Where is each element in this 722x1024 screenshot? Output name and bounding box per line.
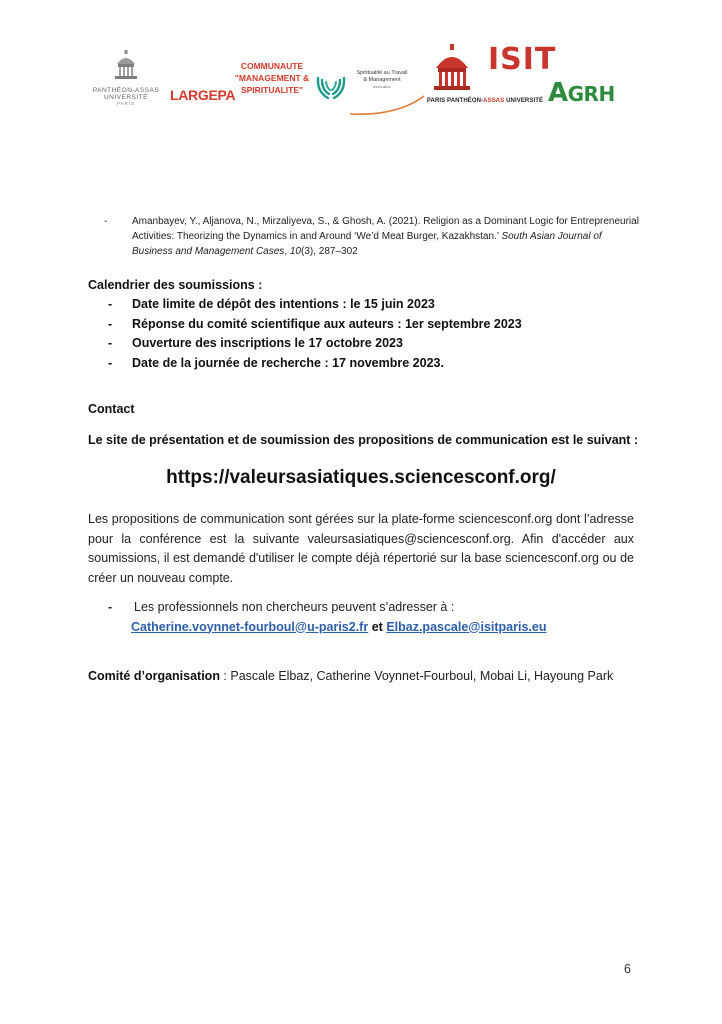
agrh-big-letter: A xyxy=(548,78,568,108)
paris-pantheon-text xyxy=(424,98,546,104)
communaute-line-3: SPIRITUALITE" xyxy=(240,85,304,95)
communaute-line-2: "MANAGEMENT & xyxy=(234,73,310,83)
reference-entry xyxy=(104,214,644,259)
list-item: - Date limite de dépôt des intentions : le 15 juin 2023 xyxy=(108,297,435,311)
hands-icon xyxy=(314,70,348,104)
reference-sep: , xyxy=(284,246,290,257)
paris-pantheon-suffix: UNIVERSITÉ xyxy=(504,98,544,104)
submission-paragraph: Les propositions de communication sont gérées sur la plate-forme sciencesconf.org dont l’adresse pour la conférence est la suivante valeursasiatiques@sciencesconf.org. Afin d'accéder aux soumissions, il est demandé d'utiliser le compte déjà répertorié sur la base sciencesconf.org ou de créer un nouveau compte. xyxy=(88,512,634,585)
spiritualite-line-1: Spiritualité au Travail xyxy=(356,70,408,76)
list-item: - Date de la journée de recherche : 17 novembre 2023. xyxy=(108,355,444,370)
spiritualite-text xyxy=(350,70,414,91)
pantheon-assas-sub: UNIVERSITÉ xyxy=(103,94,148,101)
contact-emails xyxy=(104,618,547,638)
agrh-rest: GRH xyxy=(567,82,615,106)
and-text: et xyxy=(371,619,383,634)
site-intro: Le site de présentation et de soumission des propositions de communication est le suivant : xyxy=(88,433,639,447)
pantheon-assas-city: PARIS xyxy=(116,101,136,106)
communaute-line-1: COMMUNAUTE xyxy=(240,61,304,71)
calendrier-item-4: Date de la journée de recherche : 17 novembre 2023. xyxy=(132,355,444,370)
email-link-voynnet[interactable]: Catherine.voynnet-fourboul@u-paris2.fr xyxy=(131,619,369,634)
reference-journal: South Asian Journal of Business and Management Cases xyxy=(132,231,602,257)
largepa-logo: LARGEPA xyxy=(170,87,236,103)
calendrier-item-2: Réponse du comité scientifique aux auteurs : 1er septembre 2023 xyxy=(132,316,522,331)
pantheon-assas-name: PANTHÉON-ASSAS xyxy=(92,87,160,94)
paris-pantheon-prefix: PARIS PANTHÉON- xyxy=(426,98,484,104)
professionals-bullet: - xyxy=(108,600,113,614)
list-item: - Réponse du comité scientifique aux auteurs : 1er septembre 2023 xyxy=(108,316,522,331)
conference-url[interactable]: https://valeursasiatiques.sciencesconf.org/ xyxy=(166,467,556,488)
reference-text xyxy=(132,214,644,259)
pantheon-red-dome-icon xyxy=(424,42,480,98)
comite-label: Comité d’organisation xyxy=(88,669,220,683)
pantheon-assas-logo xyxy=(90,50,162,110)
reference-bullet: - xyxy=(104,216,108,227)
comite-organisation xyxy=(88,669,613,683)
professionals-text: Les professionnels non chercheurs peuvent s’adresser à : xyxy=(134,600,455,614)
pantheon-dome-icon xyxy=(111,50,141,82)
calendrier-item-3: Ouverture des inscriptions le 17 octobre 2023 xyxy=(132,336,403,350)
agrh-logo xyxy=(548,78,615,108)
reference-authors: Amanbayev, Y., Aljanova, N., Mirzaliyeva, S., & Ghosh, A. (2021). Religion as a Dominant Logic for Entrepreneurial Activities: Theorizing the Dynamics in and Around ‘We’d Meat Burger, Kazakhstan.’ xyxy=(132,216,639,242)
calendrier-list xyxy=(104,295,522,373)
isit-logo: ISIT xyxy=(488,42,557,77)
spiritualite-line-3: Association xyxy=(373,85,391,89)
header-logos xyxy=(0,40,722,120)
email-link-elbaz[interactable]: Elbaz.pascale@isitparis.eu xyxy=(386,619,547,634)
swoosh-icon xyxy=(348,94,428,118)
calendrier-title: Calendrier des soumissions : xyxy=(88,278,263,292)
reference-volume: 10 xyxy=(289,246,301,257)
comite-members: : Pascale Elbaz, Catherine Voynnet-Fourboul, Mobai Li, Hayoung Park xyxy=(219,669,614,683)
contact-title: Contact xyxy=(88,402,135,416)
reference-issue-pages: (3), 287–302 xyxy=(301,246,358,257)
calendrier-item-1: Date limite de dépôt des intentions : le 15 juin 2023 xyxy=(132,297,435,311)
list-item: - Ouverture des inscriptions le 17 octobre 2023 xyxy=(108,336,403,350)
communaute-logo xyxy=(232,60,312,96)
spiritualite-logo xyxy=(314,68,424,118)
professionals-entry xyxy=(104,598,547,637)
page-number: 6 xyxy=(624,962,631,976)
spiritualite-line-2: & Management xyxy=(363,77,401,83)
paris-pantheon-red: ASSAS xyxy=(483,98,505,104)
